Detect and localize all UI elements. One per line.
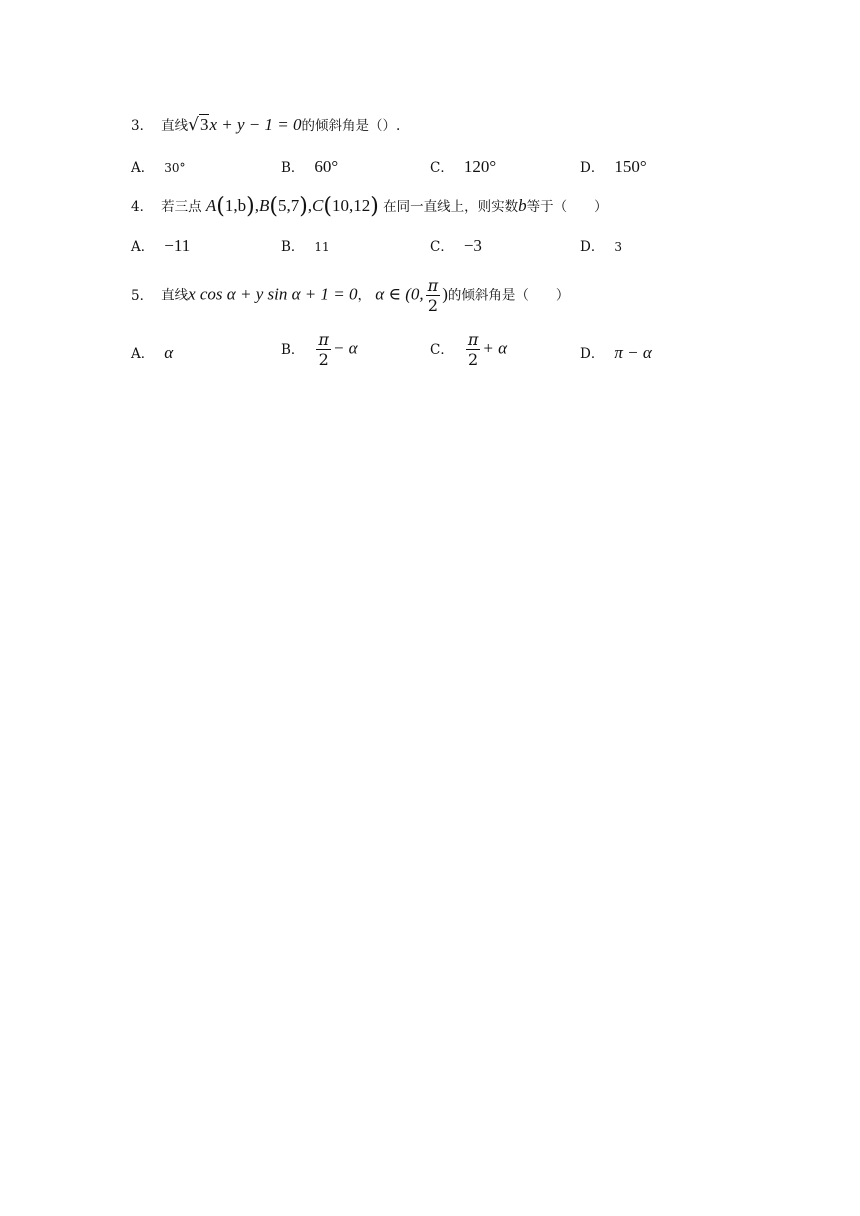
option-label: B．	[281, 341, 305, 358]
option-label: A．	[131, 346, 155, 362]
question-stem-prefix: 直线	[161, 287, 189, 304]
options-row-4	[131, 235, 771, 265]
option-label: C．	[430, 160, 454, 176]
option-label: A．	[131, 239, 155, 255]
option-value: 30°	[164, 161, 186, 175]
option-c[interactable]	[430, 156, 496, 177]
option-value: −11	[164, 236, 191, 255]
point-c-name: C	[312, 196, 324, 215]
option-label: D．	[580, 160, 605, 176]
option-label: C．	[430, 239, 454, 255]
option-label: B．	[281, 160, 305, 176]
question-stem-prefix: 直线	[161, 118, 189, 134]
fraction-denominator: 2	[468, 350, 479, 369]
option-b[interactable]	[281, 156, 338, 177]
sqrt-argument: 3	[199, 115, 209, 134]
option-c[interactable]	[430, 235, 482, 256]
option-value: 60°	[314, 157, 339, 176]
point-a-name: A	[205, 196, 217, 215]
line-equation: x cos α + y sin α + 1 = 0	[188, 284, 358, 304]
question-number: 5．	[131, 287, 154, 304]
pi-over-2-fraction	[466, 332, 481, 368]
question-stem-suffix: 的倾斜角是（）.	[301, 118, 401, 134]
pi-over-2-fraction	[426, 278, 441, 314]
point-b-name: B	[258, 196, 270, 215]
option-value: − α	[332, 338, 358, 358]
option-d[interactable]	[580, 235, 622, 255]
option-value: 150°	[614, 157, 647, 176]
option-b[interactable]	[281, 235, 330, 255]
option-label: C．	[430, 341, 454, 358]
fraction-numerator: π	[427, 276, 439, 295]
option-a[interactable]	[131, 235, 190, 256]
angle-domain-right: )	[442, 284, 448, 304]
question-stem-suffix: 等于（ ）	[526, 199, 608, 215]
option-value: 3	[614, 240, 622, 254]
option-d[interactable]	[580, 342, 652, 363]
fraction-denominator: 2	[427, 296, 439, 315]
question-3	[131, 114, 400, 135]
question-stem-middle: 在同一直线上，则实数	[383, 199, 519, 215]
separator: ，	[357, 287, 371, 304]
option-label: A．	[131, 160, 155, 176]
option-value: 120°	[463, 157, 497, 176]
option-b[interactable]	[281, 332, 358, 368]
option-value: + α	[482, 338, 508, 358]
option-label: B．	[281, 239, 305, 255]
pi-over-2-fraction	[316, 332, 331, 368]
option-a[interactable]	[131, 342, 173, 363]
option-d[interactable]	[580, 156, 647, 177]
option-a[interactable]	[131, 156, 186, 176]
point-a-coords: 1,b	[224, 196, 247, 215]
option-value: π − α	[614, 343, 652, 362]
question-number: 3．	[131, 118, 154, 134]
angle-domain-left: α ∈ (0,	[375, 284, 424, 304]
options-row-5	[131, 332, 771, 376]
option-label: D．	[580, 346, 605, 362]
option-value: α	[164, 343, 174, 362]
sqrt-expression: √3	[188, 115, 209, 135]
question-4: 4． 若三点 A(1,b),B(5,7),C(10,12) 在同一直线上，则实数b等于（ ）	[131, 194, 608, 219]
fraction-denominator: 2	[318, 350, 329, 369]
option-value: 11	[314, 240, 330, 254]
fraction-numerator: π	[318, 330, 329, 349]
point-b-coords: 5,7	[277, 196, 300, 215]
options-row-3	[131, 156, 771, 186]
question-stem-prefix: 若三点	[161, 199, 202, 215]
option-c[interactable]	[430, 332, 507, 368]
fraction-numerator: π	[467, 330, 479, 349]
equation-text: x + y − 1 = 0	[209, 115, 302, 134]
question-number: 4．	[131, 199, 154, 215]
option-label: D．	[580, 239, 605, 255]
question-5	[131, 278, 569, 314]
variable-b: b	[518, 196, 527, 215]
point-c-coords: 10,12	[331, 196, 371, 215]
option-value: −3	[463, 236, 482, 255]
question-stem-suffix: 的倾斜角是（ ）	[447, 287, 570, 304]
